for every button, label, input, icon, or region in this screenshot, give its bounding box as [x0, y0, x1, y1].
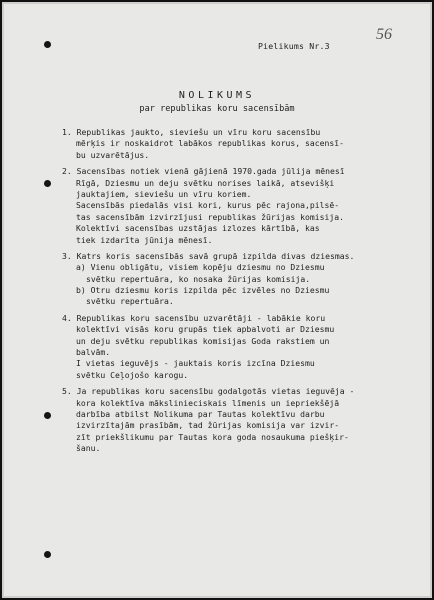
- document-body: [62, 127, 382, 455]
- folio-number: 56: [376, 26, 392, 43]
- document-title: NOLIKUMS: [178, 90, 256, 101]
- text-line: un deju svētku republikas komisijas Goda rakstiem un: [76, 335, 330, 346]
- paragraph: [62, 313, 382, 381]
- text-line: mērķis ir noskaidrot labākos republikas korus, sacensī-: [76, 138, 345, 149]
- text-line: 1. Republikas jaukto, sieviešu un vīru koru sacensību: [62, 127, 321, 137]
- text-line: b) Otru dziesmu koris izpilda pēc izvēles no Dziesmu: [76, 285, 330, 296]
- text-line: tiek izdarīta jūnija mēnesī.: [76, 234, 213, 245]
- text-line: zīt priekšlikumu par Tautas kora goda nosaukuma piešķir-: [76, 431, 349, 442]
- document-subtitle: par republikas koru sacensībām: [139, 104, 295, 114]
- text-line: Rīgā, Dziesmu un deju svētku norises laikā, atsevišķi: [76, 177, 335, 188]
- text-line: izvirzītajām prasībām, tad žūrijas komisija var izvir-: [76, 420, 340, 431]
- text-line: balvām.: [76, 347, 111, 358]
- paragraph: [62, 166, 382, 246]
- text-line: bu uzvarētājus.: [76, 149, 150, 160]
- text-line: a) Vienu obligātu, visiem kopēju dziesmu no Dziesmu: [76, 262, 325, 273]
- text-line: 4. Republikas koru sacensību uzvarētāji - labākie koru: [62, 312, 326, 323]
- appendix-label: Pielikums Nr.3: [258, 41, 330, 51]
- text-line: 3. Katrs koris sacensībās savā grupā izpilda divas dziesmas.: [62, 250, 355, 261]
- text-line: 2. Sacensības notiek vienā gājienā 1970.gada jūlija mēnesī: [62, 166, 345, 177]
- text-line: I vietas ieguvējs - jauktais koris izcīna Dziesmu: [76, 358, 315, 369]
- text-line: svētku repertuāra, ko nosaka žūrijas komisija.: [86, 273, 311, 284]
- text-line: svētku Ceļojošo karogu.: [76, 369, 189, 380]
- text-line: Sacensībās piedalās visi kori, kurus pēc rajona,pilsē-: [76, 200, 340, 211]
- paragraph: [62, 127, 382, 161]
- text-line: kolektīvi visās koru grupās tiek apbalvoti ar Dziesmu: [76, 324, 335, 335]
- text-line: šanu.: [76, 443, 101, 454]
- punch-hole-lower: [44, 412, 51, 419]
- text-line: 5. Ja republikas koru sacensību godalgotās vietas ieguvēja -: [62, 386, 355, 397]
- paragraph: [62, 251, 382, 308]
- text-line: svētku repertuāra.: [86, 296, 174, 307]
- text-line: jauktajiem, sieviešu un vīru koriem.: [76, 188, 252, 199]
- text-line: Kolektīvi sacensības uzstājas izlozes kārtībā, kas: [76, 223, 320, 234]
- text-line: tas sacensībām izvirzījusi republikas žūrijas komisija.: [76, 211, 345, 222]
- punch-hole-bottom: [44, 551, 51, 558]
- text-line: darbība atbilst Nolikuma par Tautas kolektīvu darbu: [76, 408, 325, 419]
- text-line: kora kolektīva mākslinieciskais līmenis un iepriekšējā: [76, 397, 340, 408]
- punch-hole-top: [44, 41, 51, 48]
- paragraph: [62, 386, 382, 454]
- punch-hole-upper: [44, 180, 51, 187]
